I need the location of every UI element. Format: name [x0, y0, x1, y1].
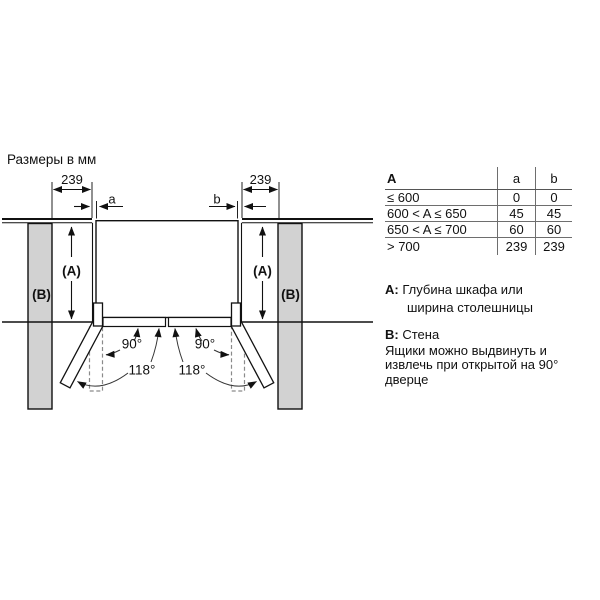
door-panel-right — [169, 318, 232, 327]
row-range: > 700 — [387, 239, 420, 254]
wall-label-right: (B) — [281, 287, 300, 302]
row-a-value: 60 — [497, 222, 535, 237]
dim-239-left-label: 239 — [61, 172, 83, 187]
depth-label-left: (A) — [62, 263, 81, 279]
angle-90-left-label: 90° — [121, 336, 143, 352]
angle-118-left-label: 118° — [128, 362, 156, 378]
page-title: Размеры в мм — [7, 152, 97, 167]
note-depth-key: A: — [385, 282, 399, 297]
extension-lines — [52, 182, 279, 219]
table-row — [385, 238, 572, 255]
table-header-a: a — [497, 167, 535, 189]
note-wall — [385, 327, 590, 342]
door-right-open — [230, 319, 274, 388]
fridge-body — [96, 221, 238, 318]
dim-b-label: b — [213, 191, 221, 207]
note-drawers — [385, 344, 595, 387]
table-row — [385, 206, 572, 222]
row-a-value: 45 — [497, 206, 535, 221]
note-depth — [385, 281, 600, 317]
row-range: ≤ 600 — [387, 190, 420, 205]
row-range: 650 < A ≤ 700 — [387, 222, 467, 237]
angle-90-right-label: 90° — [194, 336, 216, 352]
row-a-value: 0 — [497, 190, 535, 205]
table-row — [385, 190, 572, 206]
hinge-left — [94, 303, 103, 326]
dim-a-label: a — [108, 191, 116, 207]
door-left-open — [60, 319, 104, 388]
wall-label-left: (B) — [32, 287, 51, 302]
row-b-value: 60 — [535, 222, 572, 237]
wall-left — [28, 224, 52, 410]
table-row — [385, 222, 572, 238]
row-b-value: 239 — [535, 238, 572, 255]
note-drawers-line-2: извлечь при открытой на 90° — [385, 357, 559, 373]
door-panel-left — [103, 318, 166, 327]
angle-leaders — [78, 329, 257, 387]
table-header-depth: A — [387, 170, 397, 186]
table-header-b: b — [535, 167, 572, 189]
dimension-table — [385, 167, 572, 255]
note-drawers-line-3: дверце — [385, 371, 429, 387]
hinge-right — [232, 303, 241, 326]
angle-118-right-label: 118° — [178, 362, 206, 378]
wall-right — [278, 224, 302, 410]
installation-diagram — [0, 150, 390, 420]
dim-239-right-label: 239 — [249, 172, 272, 187]
note-drawers-line-1: Ящики можно выдвинуть и — [385, 343, 547, 358]
note-wall-key: B: — [385, 327, 399, 342]
note-wall-text: Стена — [402, 327, 440, 342]
note-depth-text-1: Глубина шкафа или — [402, 282, 523, 297]
table-header-row — [385, 167, 572, 190]
row-b-value: 0 — [535, 190, 572, 205]
row-b-value: 45 — [535, 206, 572, 221]
row-range: 600 < A ≤ 650 — [387, 206, 467, 221]
row-a-value: 239 — [497, 238, 535, 255]
depth-label-right: (A) — [253, 263, 272, 279]
note-depth-text-2: ширина столешницы — [407, 300, 533, 315]
